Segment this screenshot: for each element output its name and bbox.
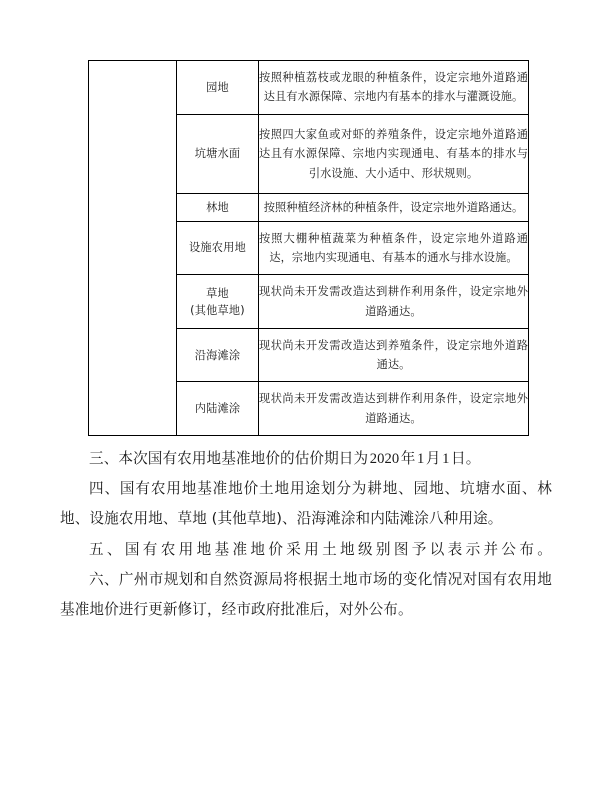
- land-type-label: 林地: [206, 200, 229, 214]
- table-cell-group-label: [89, 61, 177, 436]
- table-cell-land-type: [177, 114, 259, 194]
- land-type-sublabel: (其他草地): [190, 303, 245, 317]
- table-cell-description: 按照种植荔枝或龙眼的种植条件，设定宗地外道路通达且有水源保障、宗地内有基本的排水与灌溉设施。: [259, 61, 529, 115]
- table-cell-description: 按照种植经济林的种植条件，设定宗地外道路通达。: [259, 194, 529, 221]
- paragraph-item-5: 五、国有农用地基准地价采用土地级别图予以表示并公布。: [89, 540, 552, 558]
- valuation-year: 2020: [369, 451, 400, 467]
- table-cell-description: 现状尚未开发需改造达到耕作利用条件，设定宗地外道路通达。: [259, 275, 529, 329]
- table-cell-description: 按照四大家鱼或对虾的养殖条件，设定宗地外道路通达且有水源保障、宗地内实现通电、有基本的排水与引水设施、大小适中、形状规则。: [259, 114, 529, 194]
- table-row: [89, 61, 529, 115]
- table-cell-land-type: [177, 382, 259, 436]
- land-type-label: 园地: [206, 80, 229, 94]
- day-unit: 日。: [451, 450, 481, 467]
- table-cell-land-type: [177, 221, 259, 275]
- paragraph-item-4: 四、国有农用地基准地价土地用途划分为耕地、园地、坑塘水面、林地、设施农用地、草地 (其他草地)、沿海滩涂和内陆滩涂八种用途。: [60, 480, 552, 528]
- valuation-day: 1: [442, 451, 450, 467]
- table-cell-land-type: [177, 275, 259, 329]
- table-cell-description: 现状尚未开发需改造达到耕作利用条件，设定宗地外道路通达。: [259, 382, 529, 436]
- document-body: [60, 444, 552, 625]
- paragraph-3-text: 三、本次国有农用地基准地价的估价期日为: [89, 450, 369, 467]
- land-type-label: 沿海滩涂: [194, 348, 241, 362]
- land-type-label: 设施农用地: [189, 241, 246, 255]
- month-unit: 月: [425, 450, 441, 467]
- table-cell-land-type: [177, 328, 259, 382]
- year-unit: 年: [400, 450, 416, 467]
- table-cell-land-type: [177, 194, 259, 221]
- table-cell-description: 现状尚未开发需改造达到养殖条件，设定宗地外道路通达。: [259, 328, 529, 382]
- land-type-label: 草地: [206, 286, 229, 300]
- land-use-conditions-table: [88, 60, 529, 436]
- valuation-month: 1: [416, 451, 425, 467]
- table-cell-description: 按照大棚种植蔬菜为种植条件，设定宗地外道路通达，宗地内实现通电、有基本的通水与排水设施。: [259, 221, 529, 275]
- table-cell-land-type: [177, 61, 259, 115]
- land-type-label: 内陆滩涂: [194, 402, 241, 416]
- land-type-label: 坑塘水面: [194, 147, 241, 161]
- paragraph-item-6: 六、广州市规划和自然资源局将根据土地市场的变化情况对国有农用地基准地价进行更新修订，经市政府批准后，对外公布。: [60, 570, 552, 619]
- paragraph-item-3: [60, 444, 552, 474]
